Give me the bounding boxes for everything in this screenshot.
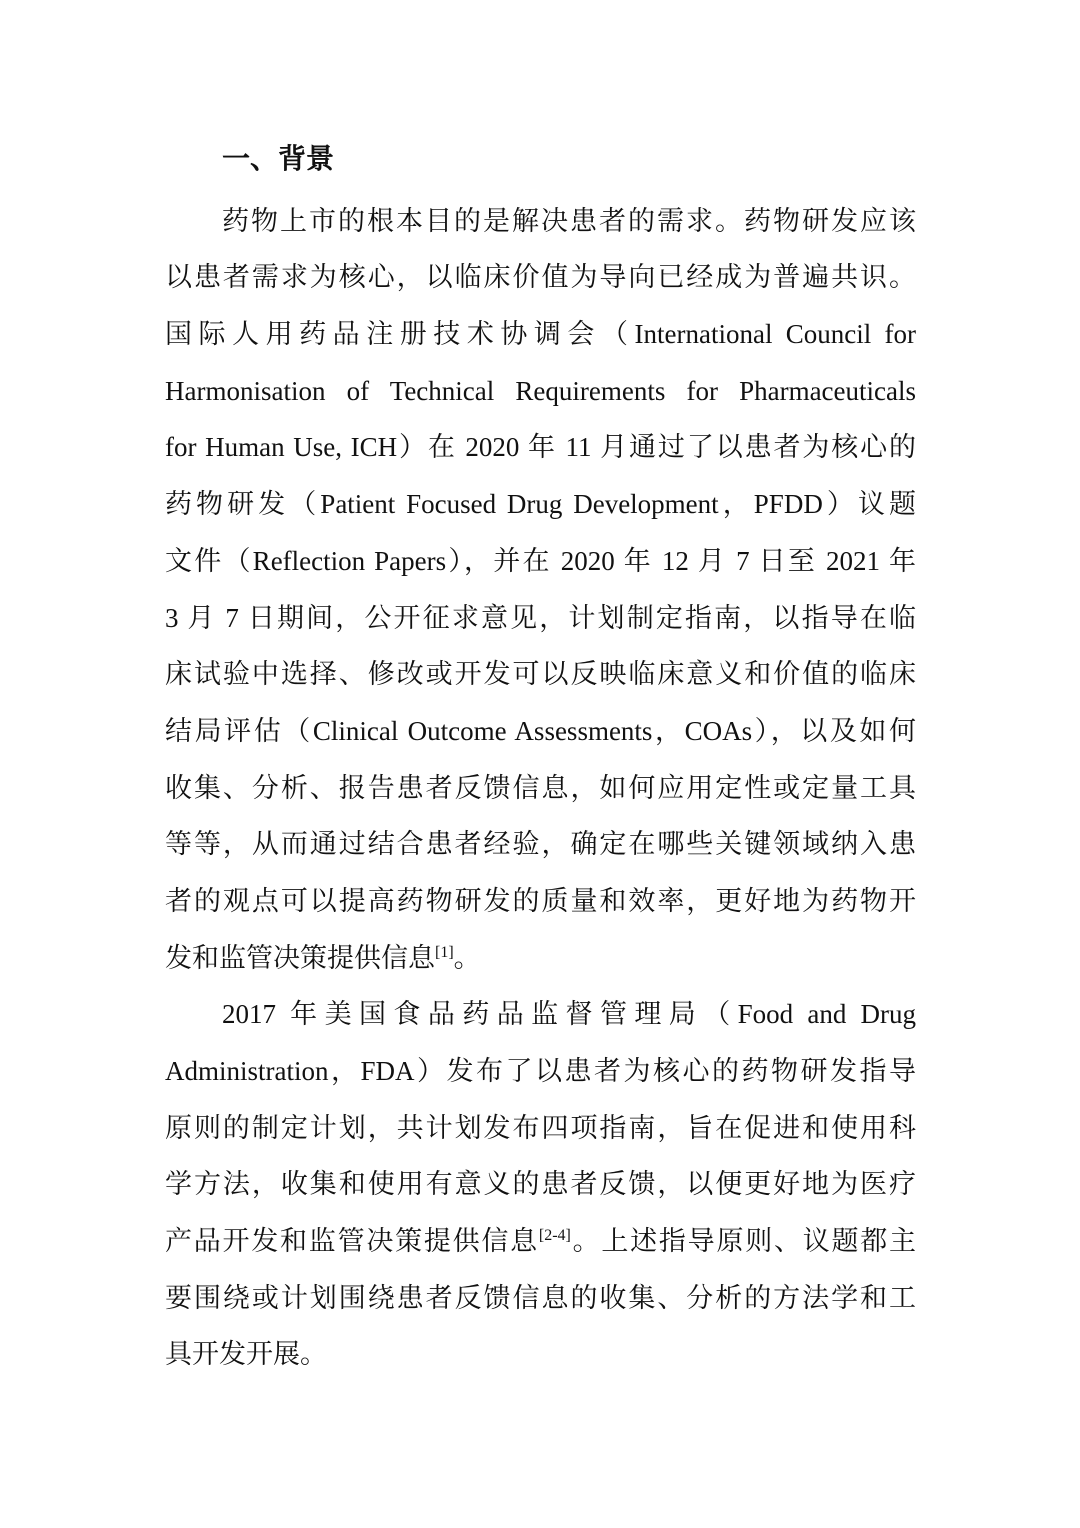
line-text: 产品开发和监管决策提供信息	[165, 1226, 539, 1257]
text-line	[165, 760, 916, 817]
text-line	[165, 873, 916, 930]
text-line	[165, 1043, 916, 1100]
citation-reference: [1]	[435, 943, 454, 961]
line-text: 药物研发（Patient Focused Drug Development，PFDD）议题	[165, 489, 916, 520]
line-text: 收集、分析、报告患者反馈信息，如何应用定性或定量工具	[165, 772, 916, 803]
line-text: Administration，FDA）发布了以患者为核心的药物研发指导	[165, 1056, 916, 1086]
line-text: 文件（Reflection Papers），并在 2020 年 12 月 7 日至 2021 年	[165, 545, 916, 576]
line-text: Harmonisation of Technical Requirements for Pharmaceuticals	[165, 375, 916, 406]
line-text: 学方法，收集和使用有意义的患者反馈，以便更好地为医疗	[165, 1169, 916, 1200]
line-text: for Human Use, ICH）在 2020 年 11 月通过了以患者为核心的	[165, 432, 916, 463]
text-line	[165, 419, 916, 476]
text-line	[165, 646, 916, 703]
text-line	[165, 590, 916, 647]
text-line	[165, 1270, 916, 1327]
line-text: 发和监管决策提供信息	[165, 942, 435, 973]
citation-reference: [2-4]	[538, 1227, 571, 1245]
paragraph	[165, 986, 916, 1383]
line-text: 药物上市的根本目的是解决患者的需求。药物研发应该	[222, 205, 916, 236]
line-text: 2017 年美国食品药品监督管理局（Food and Drug	[222, 999, 916, 1030]
line-text: 国际人用药品注册技术协调会（International Council for	[165, 319, 916, 350]
line-text: 。	[453, 942, 481, 973]
text-line	[165, 533, 916, 590]
text-line	[165, 363, 916, 420]
text-line	[165, 306, 916, 363]
section-heading: 一、背景	[222, 142, 335, 175]
document-body	[165, 193, 916, 1383]
line-text: 以患者需求为核心，以临床价值为导向已经成为普遍共识。	[165, 262, 916, 293]
text-line	[165, 193, 916, 250]
line-text: 3 月 7 日期间，公开征求意见，计划制定指南，以指导在临	[165, 602, 916, 633]
text-line	[165, 1100, 916, 1157]
line-text: 具开发开展。	[165, 1339, 327, 1370]
line-text: 要围绕或计划围绕患者反馈信息的收集、分析的方法学和工	[165, 1282, 916, 1313]
line-text: 等等，从而通过结合患者经验，确定在哪些关键领域纳入患	[165, 829, 916, 860]
text-line	[165, 986, 916, 1043]
line-text: 者的观点可以提高药物研发的质量和效率，更好地为药物开	[165, 885, 916, 916]
line-text: 。上述指导原则、议题都主	[570, 1226, 917, 1257]
line-text: 原则的制定计划，共计划发布四项指南，旨在促进和使用科	[165, 1112, 916, 1143]
text-line	[165, 930, 916, 987]
text-line	[165, 816, 916, 873]
line-text: 结局评估（Clinical Outcome Assessments，COAs），以及如何	[165, 715, 916, 746]
text-line	[165, 1213, 916, 1270]
text-line	[165, 1156, 916, 1213]
text-line	[165, 476, 916, 533]
text-line	[165, 1326, 916, 1383]
text-line	[165, 703, 916, 760]
text-line	[165, 249, 916, 306]
document-page	[165, 136, 916, 1383]
paragraph	[165, 193, 916, 987]
line-text: 床试验中选择、修改或开发可以反映临床意义和价值的临床	[165, 659, 916, 690]
